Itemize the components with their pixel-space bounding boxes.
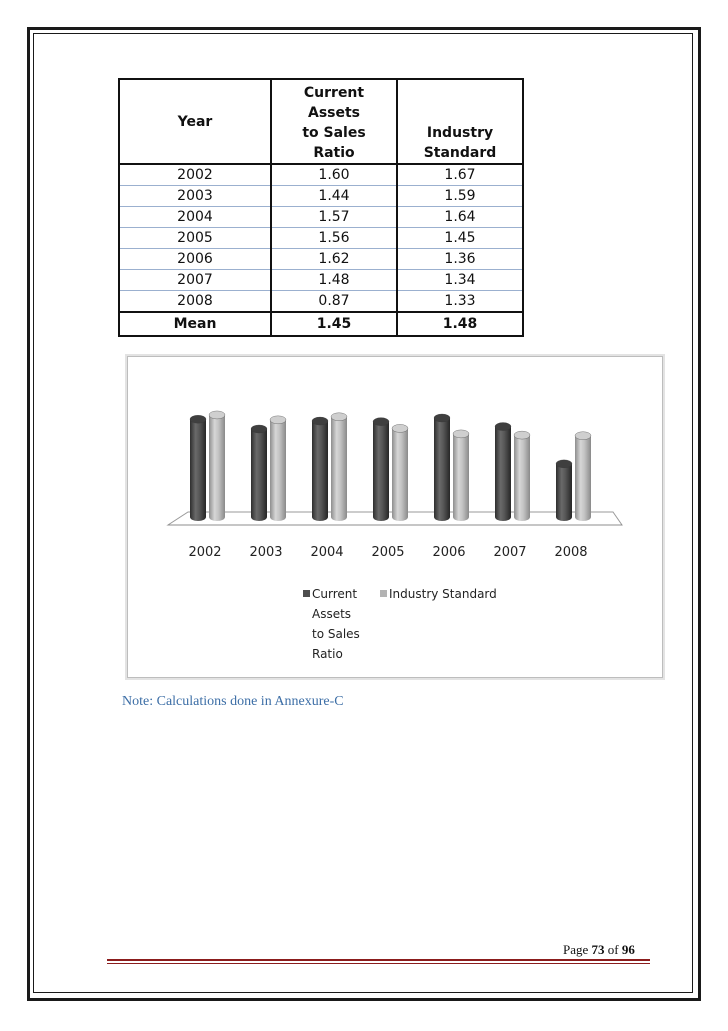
table-row — [119, 186, 523, 207]
table-row — [119, 228, 523, 249]
bar-base — [495, 513, 511, 521]
cell-industry: 1.36 — [397, 249, 523, 270]
page-number — [563, 942, 635, 958]
bar-base — [392, 513, 408, 521]
bar-base — [556, 513, 572, 521]
cell-industry: 1.45 — [397, 228, 523, 249]
bar-industry — [392, 428, 408, 517]
header-ratio-line: to Sales — [302, 125, 366, 141]
bar-ratio — [495, 427, 511, 517]
table-row — [119, 164, 523, 186]
page-prefix: Page — [563, 942, 589, 957]
footer-rule — [107, 959, 650, 961]
header-ratio — [271, 79, 397, 164]
page-total: 96 — [621, 942, 635, 957]
bar-top — [495, 423, 511, 431]
bar-base — [373, 513, 389, 521]
cell-ratio: 1.60 — [271, 164, 397, 186]
bar-top — [190, 415, 206, 423]
header-industry-line: Industry — [426, 125, 494, 141]
bar-ratio — [434, 418, 450, 517]
bar-top — [514, 431, 530, 439]
table-row — [119, 249, 523, 270]
bar-industry — [270, 420, 286, 517]
bar-base — [453, 513, 469, 521]
cell-year: 2008 — [119, 291, 271, 313]
table-row — [119, 207, 523, 228]
header-ratio-line: Ratio — [313, 145, 355, 161]
mean-ratio: 1.45 — [271, 312, 397, 336]
bar-ratio — [312, 421, 328, 517]
cell-ratio: 1.48 — [271, 270, 397, 291]
cell-year: 2007 — [119, 270, 271, 291]
bar-ratio — [190, 419, 206, 517]
legend-swatch-ratio — [303, 590, 310, 597]
bar-top — [453, 430, 469, 438]
x-tick-label: 2002 — [188, 545, 222, 560]
bar-industry — [514, 435, 530, 517]
cell-year: 2003 — [119, 186, 271, 207]
bar-base — [331, 513, 347, 521]
cell-year: 2004 — [119, 207, 271, 228]
page-current: 73 — [591, 942, 605, 957]
cell-industry: 1.64 — [397, 207, 523, 228]
bar-top — [251, 425, 267, 433]
cell-ratio: 1.44 — [271, 186, 397, 207]
header-year: Year — [119, 79, 271, 164]
page-of: of — [607, 942, 619, 957]
x-tick-label: 2008 — [554, 545, 588, 560]
footer-rule-thin — [107, 963, 650, 964]
mean-industry: 1.48 — [397, 312, 523, 336]
header-ratio-line: Current — [303, 85, 365, 101]
x-tick-label: 2004 — [310, 545, 344, 560]
bar-industry — [331, 417, 347, 517]
cell-year: 2005 — [119, 228, 271, 249]
bar-top — [434, 414, 450, 422]
mean-row — [119, 312, 523, 336]
note-text: Note: Calculations done in Annexure-C — [122, 694, 344, 709]
bar-base — [270, 513, 286, 521]
bar-base — [514, 513, 530, 521]
x-tick-label: 2003 — [249, 545, 283, 560]
bar-industry — [575, 436, 591, 517]
bar-top — [392, 424, 408, 432]
x-tick-label: 2006 — [432, 545, 466, 560]
bar-base — [434, 513, 450, 521]
bar-top — [331, 413, 347, 421]
bar-base — [251, 513, 267, 521]
cell-year: 2002 — [119, 164, 271, 186]
cell-industry: 1.34 — [397, 270, 523, 291]
bar-top — [373, 418, 389, 426]
bar-top — [556, 460, 572, 468]
legend-swatch-industry — [380, 590, 387, 597]
bar-ratio — [373, 422, 389, 517]
legend-label-ratio: Current — [312, 587, 358, 601]
bar-base — [209, 513, 225, 521]
table-row — [119, 291, 523, 313]
table-row — [119, 270, 523, 291]
bar-top — [312, 417, 328, 425]
cell-industry: 1.67 — [397, 164, 523, 186]
bar-top — [209, 411, 225, 419]
bar-chart — [128, 357, 662, 677]
legend-label-ratio: Assets — [312, 607, 352, 621]
cell-industry: 1.33 — [397, 291, 523, 313]
bar-base — [575, 513, 591, 521]
mean-label: Mean — [119, 312, 271, 336]
x-tick-label: 2005 — [371, 545, 405, 560]
cell-ratio: 1.56 — [271, 228, 397, 249]
bar-ratio — [556, 464, 572, 517]
bar-industry — [209, 415, 225, 517]
bar-base — [190, 513, 206, 521]
legend-label-ratio: to Sales — [312, 627, 360, 641]
header-industry — [397, 79, 523, 164]
cell-ratio: 1.62 — [271, 249, 397, 270]
header-ratio-line: Assets — [307, 105, 361, 121]
bar-base — [312, 513, 328, 521]
bar-top — [575, 432, 591, 440]
chart-frame — [127, 356, 663, 678]
cell-ratio: 1.57 — [271, 207, 397, 228]
cell-ratio: 0.87 — [271, 291, 397, 313]
legend-label-ratio: Ratio — [312, 647, 343, 661]
cell-year: 2006 — [119, 249, 271, 270]
bar-ratio — [251, 429, 267, 517]
legend-label-industry: Industry Standard — [389, 587, 497, 601]
bar-industry — [453, 434, 469, 517]
ratio-table — [118, 78, 524, 337]
cell-industry: 1.59 — [397, 186, 523, 207]
x-tick-label: 2007 — [493, 545, 527, 560]
header-industry-line: Standard — [423, 145, 497, 161]
bar-top — [270, 416, 286, 424]
